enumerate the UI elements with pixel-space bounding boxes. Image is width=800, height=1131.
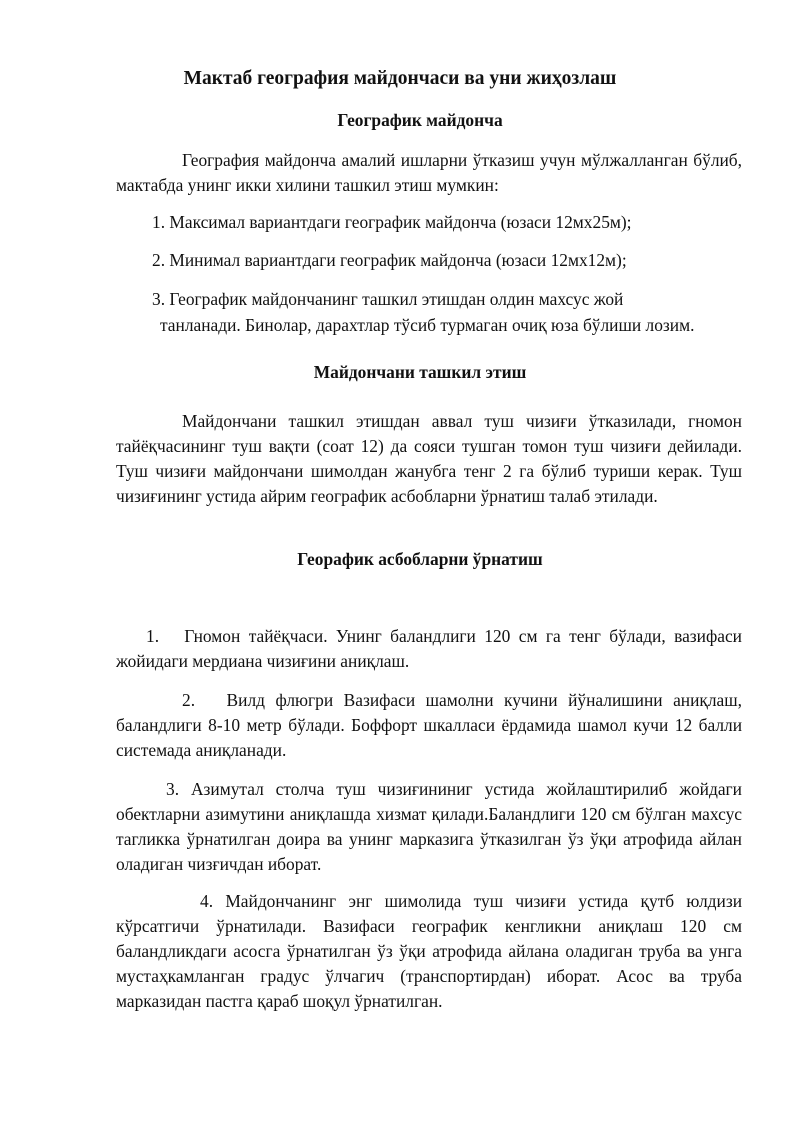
list-item-site-selection-continued: танланади. Бинолар, дарахтлар тўсиб турмаган очиқ юза бўлиши лозим. bbox=[160, 315, 695, 335]
instrument-item-azimuth-table: 3. Азимутал столча туш чизиғининиг устида жойлаштирилиб жойдаги обектларни азимутини аниқлашда хизмат қилади.Баландлиги 120 см бўлган махсус тагликка ўрнатилган доира ва унинг марказига ўтказилган ўз ўқи атрофида айлан оладиган чизғичдан иборат. bbox=[116, 779, 742, 874]
list-item-site-selection: 3. Географик майдончанинг ташкил этишдан олдин махсус жой bbox=[152, 289, 624, 309]
instrument-item-wind-vane: 2. Вилд флюгри Вазифаси шамолни кучини йўналишини аниқлаш, баландлиги 8-10 метр бўлади. Боффорт шкалласи ёрдамида шамол кучи 12 балли системада аниқланади. bbox=[116, 690, 747, 760]
intro-paragraph: География майдонча амалий ишларни ўтказиш учун мўлжалланган бўлиб, мактабда унинг икки хилини ташкил этиш мумкин: bbox=[116, 150, 742, 195]
list-item-minimal: 2. Минимал вариантдаги географик майдонча (юзаси 12мх12м); bbox=[152, 250, 627, 270]
instrument-item-polar-star-pointer: 4. Майдончанинг энг шимолида туш чизиғи устида қутб юлдизи кўрсатгичи ўрнатилади. Вазифаси географик кенгликни аниқлаш 120 см баландликдаги асосга ўрнатилган ўз ўқи атрофида айлана оладиган труба ва унга мустаҳкамланган градус ўлчагич (транспортирдан) иборат. Асос ва труба марказидан пастга қараб шоқул ўрнатилган. bbox=[116, 891, 742, 1011]
instrument-item-gnomon: 1. Гномон тайёқчаси. Унинг баландлиги 120 см га тенг бўлади, вазифаси жойидаги мердиана чизиғини аниқлаш. bbox=[116, 626, 747, 671]
section-heading-organization: Майдончани ташкил этиш bbox=[313, 362, 527, 382]
list-item-maximal: 1. Максимал вариантдаги географик майдонча (юзаси 12мх25м); bbox=[152, 212, 632, 232]
document-title: Мактаб география майдончаси ва уни жиҳозлаш bbox=[183, 68, 617, 89]
section-heading-geographic-area: Географик майдонча bbox=[337, 110, 503, 130]
section-heading-instruments: Георафик асбобларни ўрнатиш bbox=[297, 549, 543, 569]
organization-paragraph: Майдончани ташкил этишдан аввал туш чизиғи ўтказилади, гномон тайёқчасининг туш вақти (соат 12) да сояси тушган томон туш чизиғи дейилади. Туш чизиғи майдончани шимолдан жанубга тенг 2 га бўлиб туриши керак. Туш чизиғининг устида айрим географик асбобларни ўрнатиш талаб этилади. bbox=[116, 411, 742, 506]
